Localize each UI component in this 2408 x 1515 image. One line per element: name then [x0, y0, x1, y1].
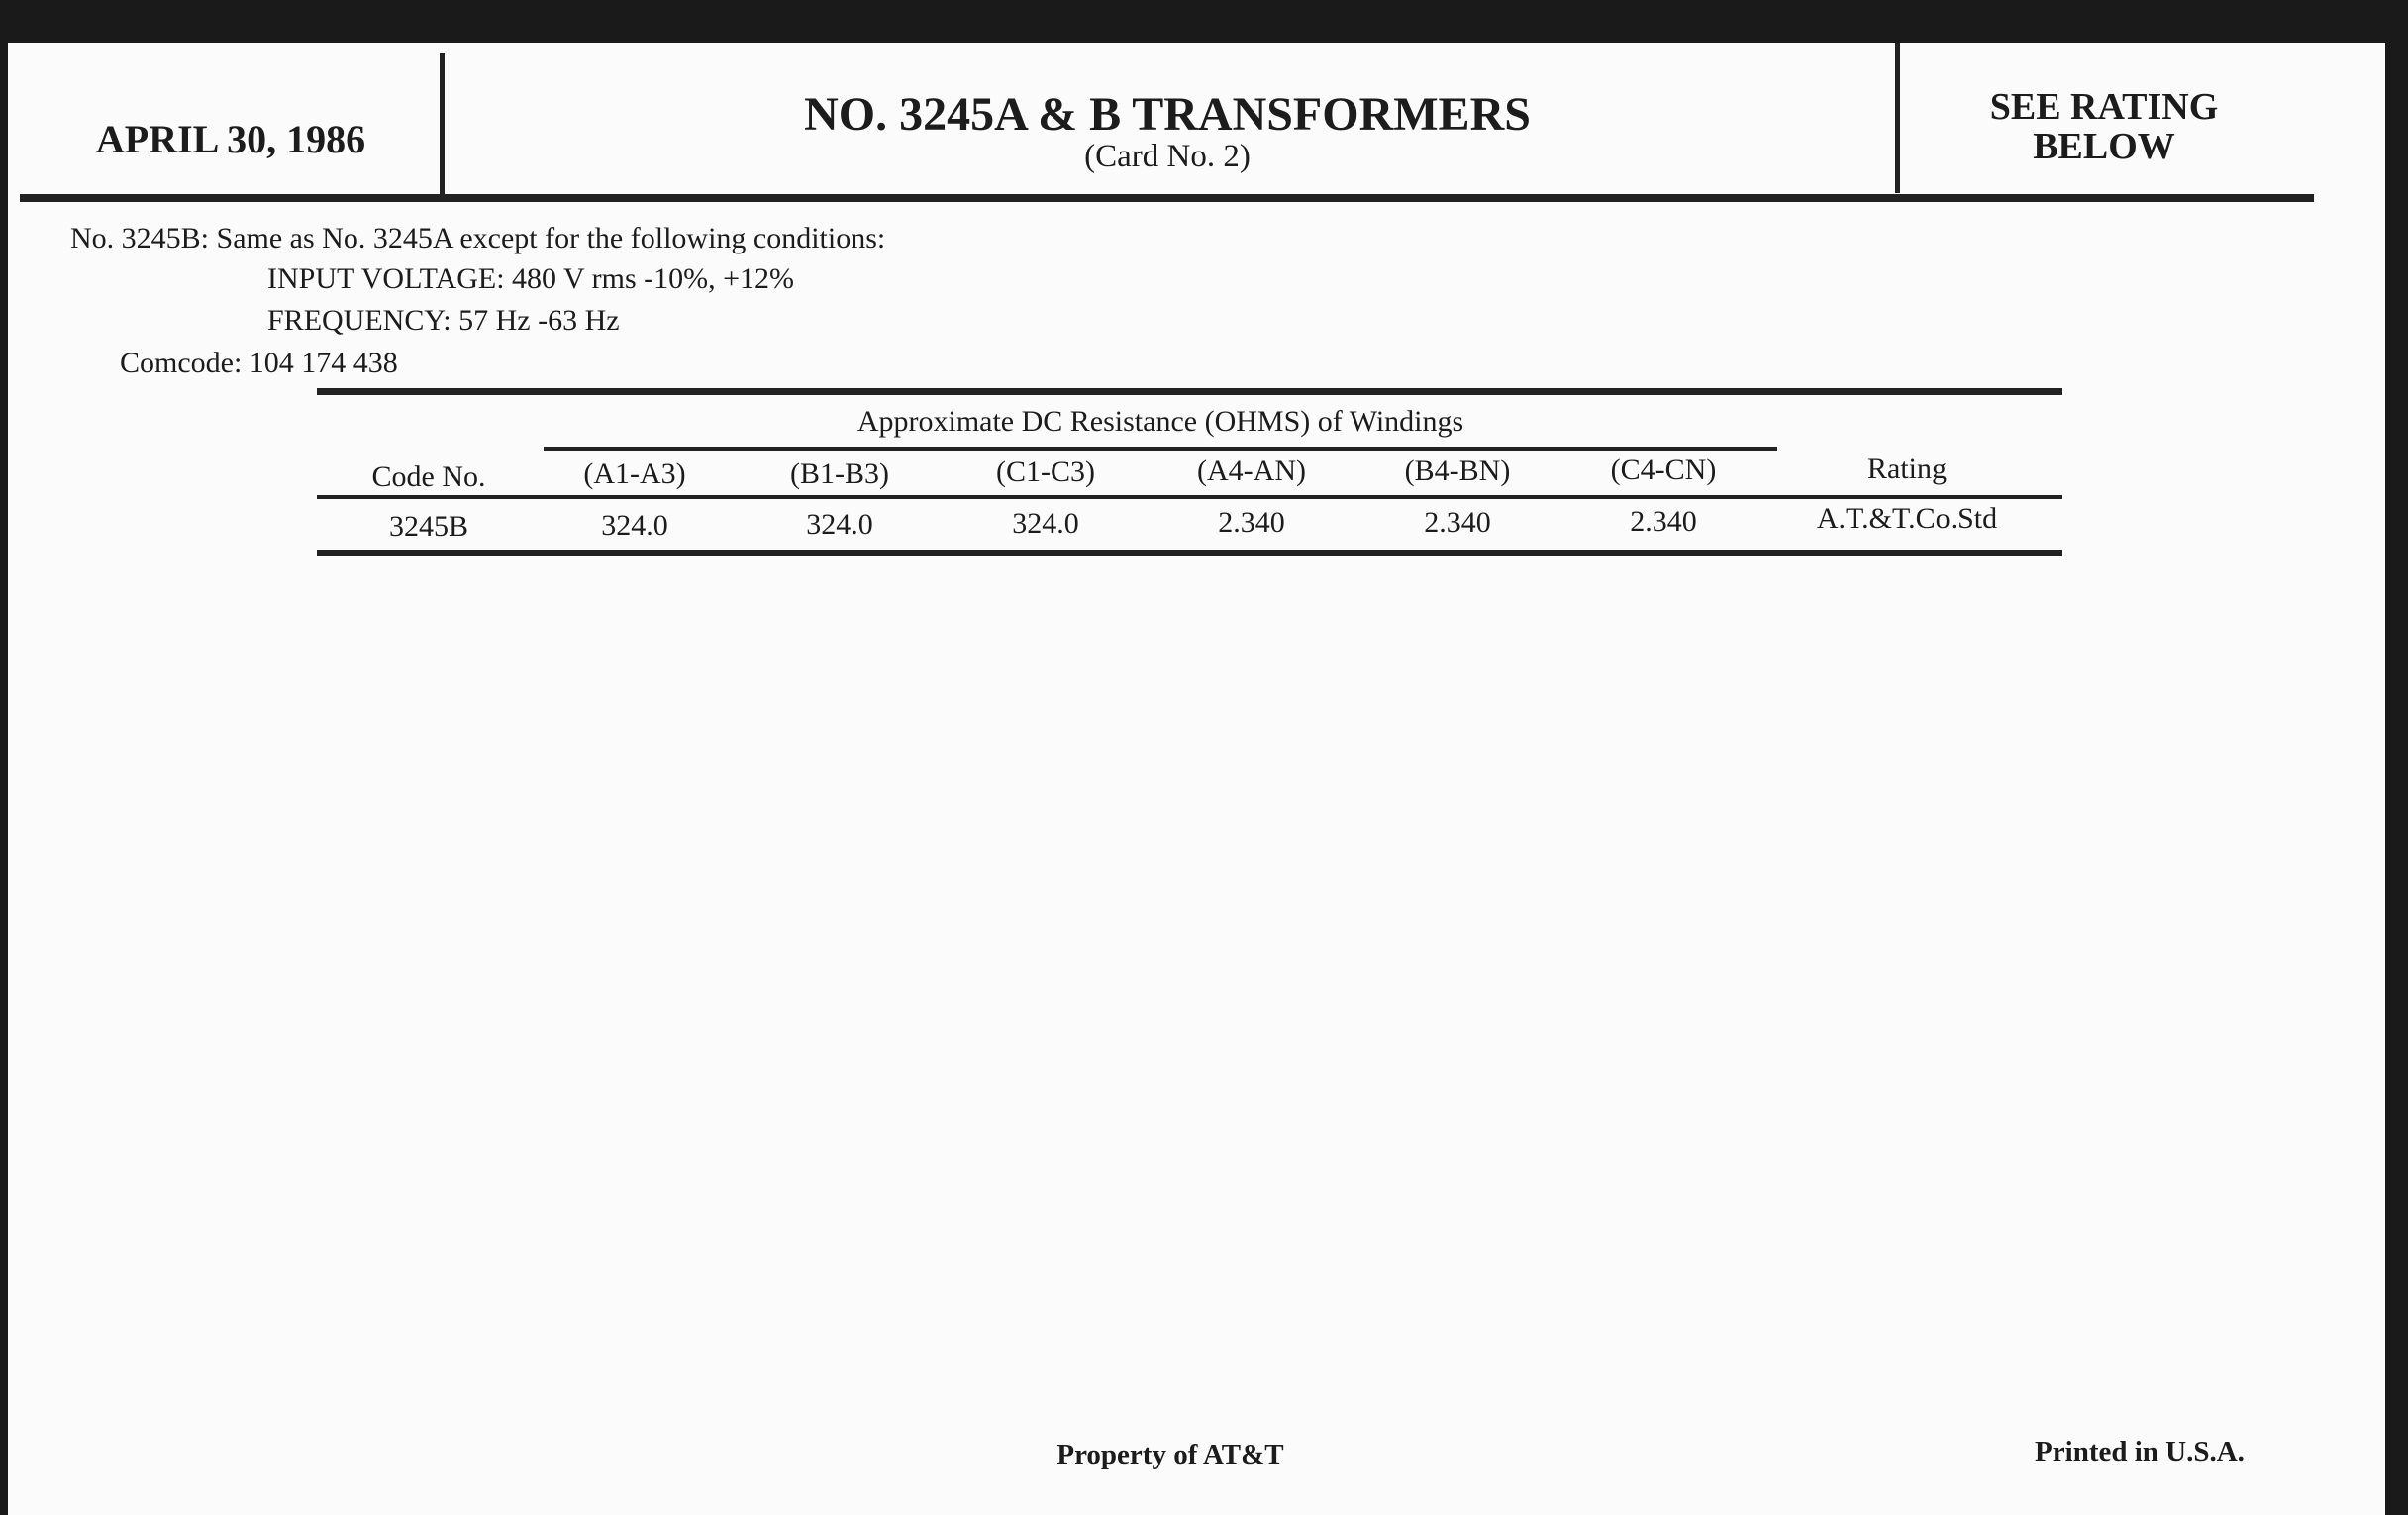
- table-cell: 3245B: [388, 510, 469, 543]
- column-header: Rating: [1867, 453, 1947, 485]
- header-divider-right: [1895, 43, 1900, 193]
- header-rule: [20, 194, 2314, 202]
- table-bottom-rule: [317, 550, 2062, 556]
- table-cell: 2.340: [1630, 505, 1697, 538]
- frequency: FREQUENCY: 57 Hz -63 Hz: [267, 304, 620, 337]
- column-header: (C4-CN): [1610, 454, 1717, 486]
- page-title: NO. 3245A & B TRANSFORMERS: [804, 88, 1531, 141]
- header-row-rule: [317, 495, 2062, 499]
- intro-text: No. 3245B: Same as No. 3245A except for the following conditions:: [70, 222, 886, 254]
- table-cell: 2.340: [1424, 506, 1491, 539]
- input-voltage: INPUT VOLTAGE: 480 V rms -10%, +12%: [267, 262, 795, 295]
- rating-note-line2: BELOW: [2033, 126, 2175, 167]
- column-header: (A4-AN): [1197, 454, 1306, 487]
- property-note: Property of AT&T: [1056, 1439, 1284, 1470]
- column-header: (A1-A3): [583, 457, 686, 490]
- table-cell: 324.0: [601, 509, 668, 542]
- date: APRIL 30, 1986: [95, 117, 366, 161]
- table-cell: 324.0: [806, 508, 873, 541]
- column-header: (B1-B3): [790, 457, 889, 490]
- printed-note: Printed in U.S.A.: [2035, 1436, 2245, 1467]
- group-rule: [544, 447, 1777, 451]
- table-cell: 2.340: [1218, 506, 1285, 539]
- column-header: (C1-C3): [996, 455, 1095, 488]
- table-cell: A.T.&T.Co.Std: [1816, 502, 1998, 535]
- header-divider-left: [440, 53, 445, 202]
- table-top-rule: [317, 388, 2062, 395]
- column-header: Code No.: [371, 460, 486, 493]
- rating-note-line1: SEE RATING: [1989, 86, 2219, 128]
- group-header: Approximate DC Resistance (OHMS) of Windings: [856, 405, 1464, 438]
- table-cell: 324.0: [1012, 507, 1079, 540]
- comcode: Comcode: 104 174 438: [120, 347, 398, 379]
- card-number: (Card No. 2): [1084, 139, 1251, 174]
- rating-note: [1990, 87, 2219, 166]
- column-header: (B4-BN): [1404, 454, 1511, 487]
